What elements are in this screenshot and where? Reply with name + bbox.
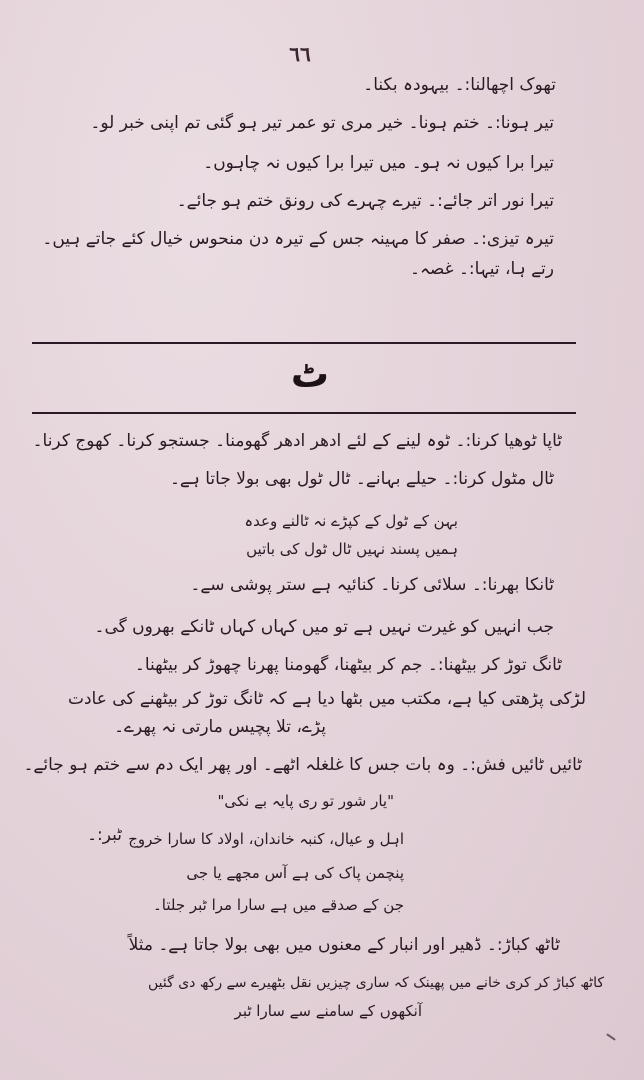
quote-line: "یار شور تو ری پایہ بے نکی" [217, 792, 394, 810]
entry-line: ٹبر:۔ [87, 825, 122, 845]
entry-line: رتے ہا، تیہا:۔ غصہ۔ [410, 259, 554, 279]
entry-line: تھوک اچھالنا:۔ بیہودہ بکنا۔ [363, 75, 556, 95]
entry-line: ٹاٹھ کباڑ:۔ ڈھیر اور انبار کے معنوں میں بھی بولا جاتا ہے۔ مثلاً [128, 935, 560, 955]
section-rule-top [32, 342, 576, 344]
entry-line: تیرا نور اتر جائے:۔ تیرے چہرے کی رونق ختم ہو جائے۔ [176, 191, 554, 211]
quote-line: بہن کے ٹول کے کپڑے نہ ٹالنے وعدہ [244, 512, 458, 530]
entry-line: جب انہیں کو غیرت نہیں ہے تو میں کہاں کہاں ٹانکے بھروں گی۔ [94, 617, 554, 637]
entry-line: تیرہ تیزی:۔ صفر کا مہینہ جس کے تیرہ دن منحوس خیال کئے جاتے ہیں۔ [42, 229, 554, 249]
page-mark [606, 1033, 615, 1040]
quote-line: ہمیں پسند نہیں ٹال ٹول کی باتیں [246, 540, 458, 558]
entry-line: اہل و عیال، کنبہ خاندان، اولاد کا سارا خروج [128, 830, 404, 848]
entry-line: پڑے، تلا پچیس مارتی نہ پھرے۔ [114, 717, 326, 737]
entry-line: تیر ہونا:۔ ختم ہونا۔ خیر مری تو عمر تیر ہو گئی تم اپنی خبر لو۔ [90, 113, 554, 133]
entry-line: تیرا برا کیوں نہ ہو۔ میں تیرا برا کیوں نہ چاہوں۔ [203, 153, 554, 173]
entry-line: ٹائیں ٹائیں فش:۔ وہ بات جس کا غلغلہ اٹھے۔ اور پھر ایک دم سے ختم ہو جائے۔ [23, 755, 582, 775]
entry-line: آنکھوں کے سامنے سے سارا ٹبر [234, 1002, 422, 1020]
page-number: ٦٦ [289, 42, 311, 66]
entry-line: کاٹھ کباڑ کر کری خانے میں پھینک کہ ساری چیزیں نقل بٹھیرے سے رکھ دی گئیں [147, 975, 604, 991]
entry-line: ٹاپا ٹوھیا کرنا:۔ ٹوہ لینے کے لئے ادھر ادھر گھومنا۔ جستجو کرنا۔ کھوج کرنا۔ [32, 431, 562, 451]
entry-line: ٹال مٹول کرنا:۔ حیلے بہانے۔ ٹال ٹول بھی بولا جاتا ہے۔ [169, 469, 554, 489]
section-rule-bottom [32, 412, 576, 414]
entry-line: ٹانگ توڑ کر بیٹھنا:۔ جم کر بیٹھنا، گھومنا پھرنا چھوڑ کر بیٹھنا۔ [134, 655, 562, 675]
section-letter: ٹ [290, 352, 330, 396]
quote-line: جن کے صدقے میں ہے سارا مرا ٹبر جلتا۔ [152, 896, 404, 914]
entry-line: ٹانکا بھرنا:۔ سلائی کرنا۔ کنائیہ ہے ستر پوشی سے۔ [190, 575, 554, 595]
entry-line: لڑکی پڑھتی کیا ہے، مکتب میں بٹھا دیا ہے کہ ٹانگ توڑ کر بیٹھنے کی عادت [67, 689, 586, 709]
quote-line: پنچمن پاک کی ہے آس مجھے یا جی [186, 864, 404, 882]
